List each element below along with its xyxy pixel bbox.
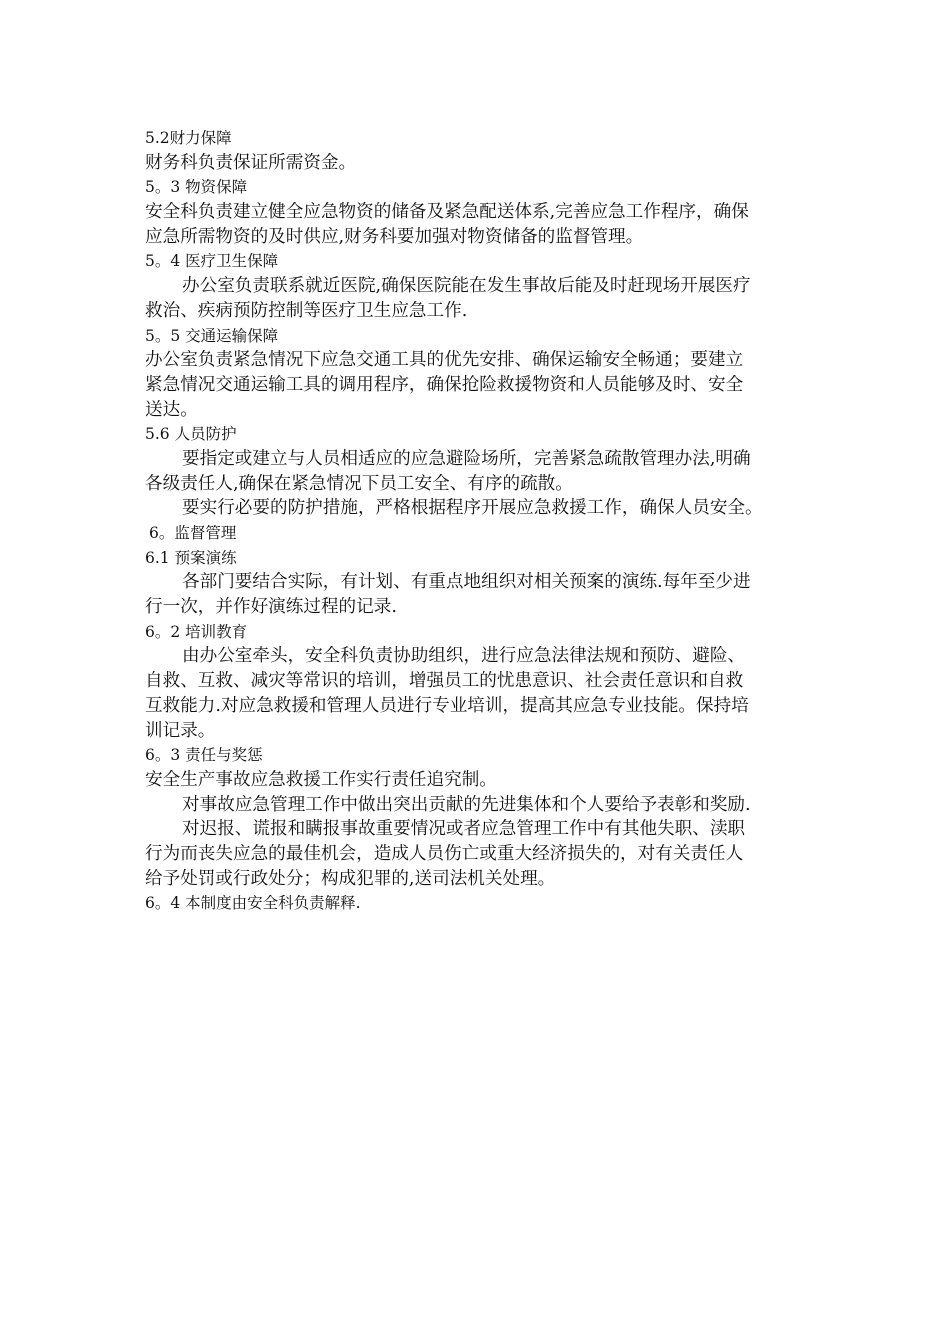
paragraph-line: 财务科负责保证所需资金。 (145, 152, 357, 173)
section-heading: 5.6 人员防护 (145, 425, 237, 444)
paragraph-line: 办公室负责紧急情况下应急交通工具的优先安排、确保运输安全畅通；要建立 (145, 350, 744, 371)
paragraph-line: 各部门要结合实际，有计划、有重点地组织对相关预案的演练.每年至少进 (182, 572, 751, 593)
paragraph-line: 给予处罚或行政处分；构成犯罪的,送司法机关处理。 (145, 868, 556, 889)
section-heading: 6.1 预案演练 (145, 548, 237, 567)
section-heading: 5。5 交通运输保障 (145, 326, 279, 345)
paragraph-line: 紧急情况交通运输工具的调用程序，确保抢险救援物资和人员能够及时、安全 (145, 374, 744, 395)
section-heading: 5。3 物资保障 (145, 178, 248, 197)
paragraph-line: 训记录。 (145, 720, 216, 741)
paragraph-line: 对事故应急管理工作中做出突出贡献的先进集体和个人要给予表彰和奖励. (182, 794, 751, 815)
paragraph-line: 互救能力.对应急救援和管理人员进行专业培训，提高其应急专业技能。保持培 (145, 695, 749, 716)
document-body (145, 126, 825, 916)
paragraph-line: 办公室负责联系就近医院,确保医院能在发生事故后能及时赶现场开展医疗 (182, 276, 751, 297)
paragraph-line: 安全科负责建立健全应急物资的储备及紧急配送体系,完善应急工作程序，确保 (145, 202, 749, 223)
section-heading: 6。监督管理 (149, 524, 237, 542)
paragraph-line: 要指定或建立与人员相适应的应急避险场所，完善紧急疏散管理办法,明确 (182, 448, 751, 469)
section-heading: 5。4 医疗卫生保障 (145, 252, 279, 271)
paragraph-line: 应急所需物资的及时供应,财务科要加强对物资储备的监督管理。 (145, 226, 644, 247)
paragraph-line: 行一次，并作好演练过程的记录. (145, 597, 397, 618)
paragraph-line: 安全生产事故应急救援工作实行责任追究制。 (145, 769, 497, 790)
document-page (145, 126, 825, 916)
paragraph-line: 由办公室牵头，安全科负责协助组织，进行应急法律法规和预防、避险、 (182, 646, 746, 667)
section-heading: 6。3 责任与奖惩 (145, 746, 263, 765)
paragraph-line: 自救、互救、减灾等常识的培训，增强员工的忧患意识、社会责任意识和自救 (145, 671, 744, 692)
paragraph-line: 要实行必要的防护措施，严格根据程序开展应急救援工作，确保人员安全。 (182, 498, 763, 519)
paragraph-line: 各级责任人,确保在紧急情况下员工安全、有序的疏散。 (145, 473, 573, 494)
section-heading: 6。2 培训教育 (145, 622, 248, 641)
section-heading: 5.2财力保障 (145, 129, 232, 147)
paragraph-line: 救治、疾病预防控制等医疗卫生应急工作. (145, 300, 468, 321)
section-heading: 6。4 本制度由安全科负责解释. (145, 894, 361, 913)
paragraph-line: 行为而丧失应急的最佳机会，造成人员伤亡或重大经济损失的，对有关责任人 (145, 843, 744, 864)
paragraph-line: 送达。 (145, 399, 198, 420)
paragraph-line: 对迟报、谎报和瞒报事故重要情况或者应急管理工作中有其他失职、渎职 (182, 819, 746, 840)
